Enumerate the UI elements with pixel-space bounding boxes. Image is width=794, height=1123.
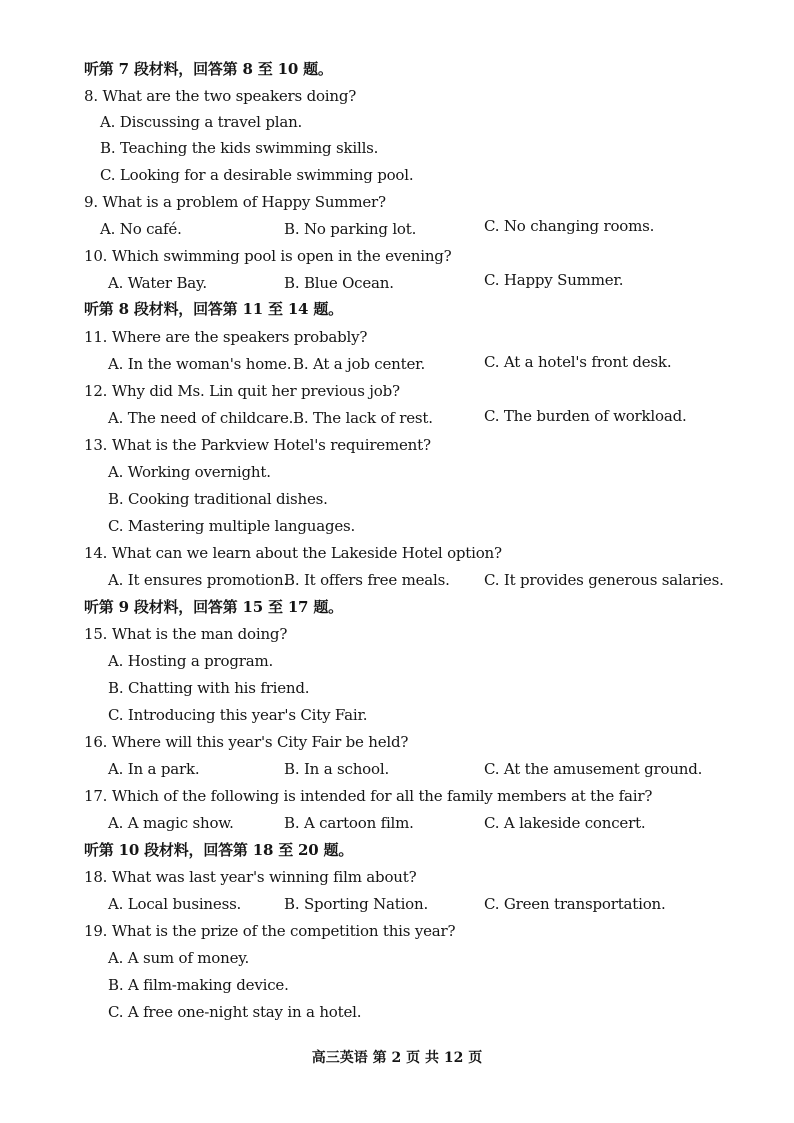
section-header-9: 听第 9 段材料，回答第 15 至 17 题。 (84, 598, 343, 616)
question-10-option-c: C. Happy Summer. (484, 271, 624, 289)
question-10-option-b: B. Blue Ocean. (284, 274, 394, 292)
question-9-option-a: A. No café. (100, 220, 182, 238)
question-14-option-c: C. It provides generous salaries. (484, 571, 724, 589)
question-16-stem: 16. Where will this year's City Fair be held? (84, 733, 409, 751)
question-11-stem: 11. Where are the speakers probably? (84, 328, 368, 346)
page-footer: 高三英语 第 2 页 共 12 页 (311, 1050, 483, 1066)
question-19-stem: 19. What is the prize of the competition this year? (84, 922, 456, 940)
question-13-option-c: C. Mastering multiple languages. (108, 517, 356, 535)
question-19-option-b: B. A film-making device. (108, 976, 289, 994)
question-14-option-a: A. It ensures promotion. (108, 571, 289, 589)
question-18-stem: 18. What was last year's winning film about? (84, 868, 417, 886)
question-12-option-a: A. The need of childcare. (108, 409, 294, 427)
question-13-option-b: B. Cooking traditional dishes. (108, 490, 328, 508)
question-8-option-b: B. Teaching the kids swimming skills. (100, 139, 379, 157)
question-11-option-a: A. In the woman's home. (108, 355, 292, 373)
question-17-option-b: B. A cartoon film. (284, 814, 414, 832)
question-10-option-a: A. Water Bay. (108, 274, 207, 292)
section-header-10: 听第 10 段材料，回答第 18 至 20 题。 (84, 841, 354, 859)
section-header-8: 听第 8 段材料，回答第 11 至 14 题。 (84, 300, 343, 318)
question-8-stem: 8. What are the two speakers doing? (84, 87, 357, 105)
question-15-option-c: C. Introducing this year's City Fair. (108, 706, 368, 724)
question-8-option-c: C. Looking for a desirable swimming pool. (100, 166, 414, 184)
section-header-7: 听第 7 段材料，回答第 8 至 10 题。 (84, 60, 333, 78)
question-9-option-b: B. No parking lot. (284, 220, 417, 238)
question-12-option-c: C. The burden of workload. (484, 407, 687, 425)
question-10-stem: 10. Which swimming pool is open in the evening? (84, 247, 452, 265)
question-17-option-c: C. A lakeside concert. (484, 814, 646, 832)
question-18-option-a: A. Local business. (108, 895, 242, 913)
question-14-option-b: B. It offers free meals. (284, 571, 450, 589)
question-15-option-b: B. Chatting with his friend. (108, 679, 310, 697)
question-9-stem: 9. What is a problem of Happy Summer? (84, 193, 386, 211)
question-16-option-b: B. In a school. (284, 760, 390, 778)
question-17-option-a: A. A magic show. (108, 814, 234, 832)
question-15-option-a: A. Hosting a program. (108, 652, 274, 670)
question-11-option-b: B. At a job center. (293, 355, 426, 373)
question-16-option-c: C. At the amusement ground. (484, 760, 703, 778)
question-12-option-b: B. The lack of rest. (293, 409, 433, 427)
question-19-option-a: A. A sum of money. (108, 949, 250, 967)
question-11-option-c: C. At a hotel's front desk. (484, 353, 672, 371)
question-16-option-a: A. In a park. (108, 760, 200, 778)
question-15-stem: 15. What is the man doing? (84, 625, 288, 643)
question-18-option-b: B. Sporting Nation. (284, 895, 429, 913)
question-13-option-a: A. Working overnight. (108, 463, 271, 481)
question-8-option-a: A. Discussing a travel plan. (100, 113, 303, 131)
question-13-stem: 13. What is the Parkview Hotel's requirement? (84, 436, 431, 454)
question-12-stem: 12. Why did Ms. Lin quit her previous job? (84, 382, 400, 400)
question-18-option-c: C. Green transportation. (484, 895, 666, 913)
question-17-stem: 17. Which of the following is intended for all the family members at the fair? (84, 787, 653, 805)
question-9-option-c: C. No changing rooms. (484, 217, 655, 235)
question-19-option-c: C. A free one-night stay in a hotel. (108, 1003, 362, 1021)
question-14-stem: 14. What can we learn about the Lakeside Hotel option? (84, 544, 502, 562)
